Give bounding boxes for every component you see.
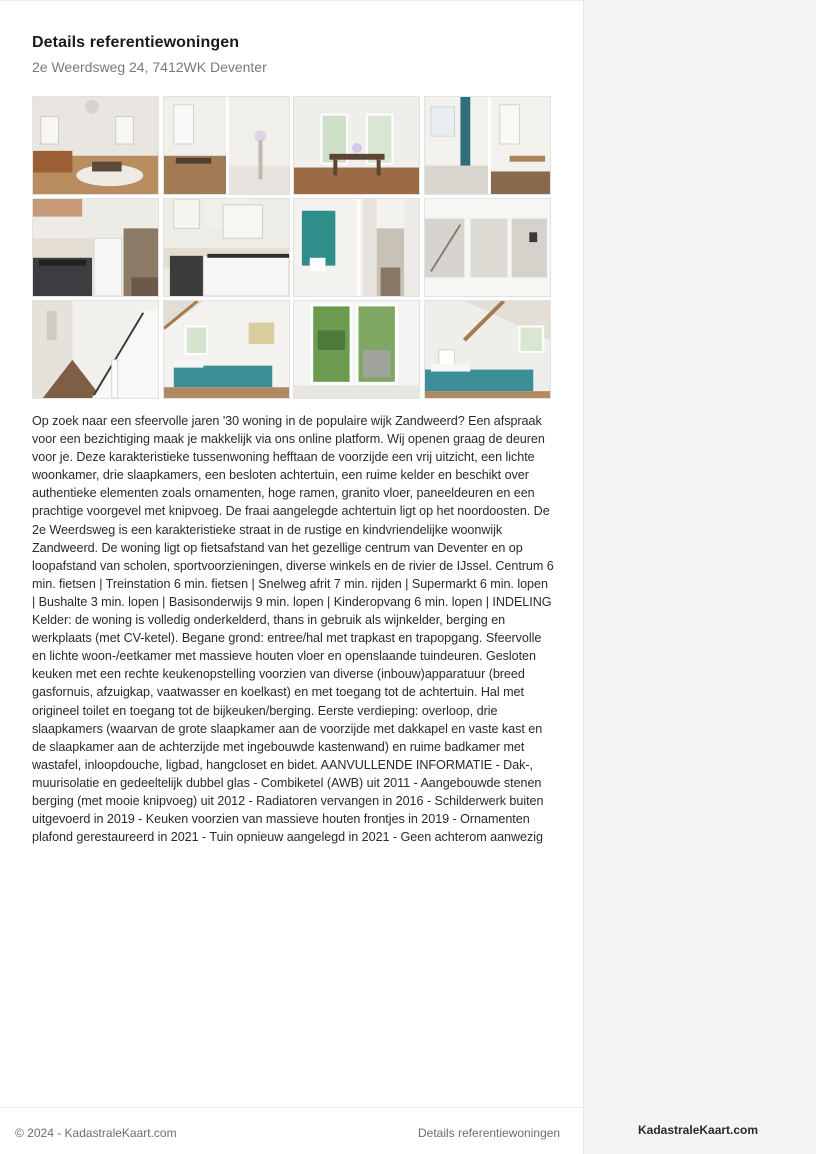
photo-raam-uitzicht[interactable] xyxy=(293,300,420,399)
photo-hal-trap[interactable] xyxy=(32,300,159,399)
footer-brand[interactable]: KadastraleKaart.com xyxy=(638,1123,759,1137)
page-title: Details referentiewoningen xyxy=(32,34,240,51)
right-sidebar xyxy=(583,0,816,1154)
footer-copyright: © 2024 - KadastraleKaart.com xyxy=(15,1126,177,1140)
photo-trap[interactable] xyxy=(424,198,551,297)
photo-keuken-fornuis[interactable] xyxy=(163,198,290,297)
photo-woonkamer[interactable] xyxy=(32,96,159,195)
photo-slaapkamer-dakkapel[interactable] xyxy=(424,300,551,399)
photo-slaapkamer[interactable] xyxy=(163,300,290,399)
address-subtitle: 2e Weerdsweg 24, 7412WK Deventer xyxy=(32,59,267,75)
footer xyxy=(0,1107,583,1154)
photo-keuken[interactable] xyxy=(32,198,159,297)
photo-eetkamer[interactable] xyxy=(163,96,290,195)
photo-hal-toilet[interactable] xyxy=(293,198,420,297)
property-description: Op zoek naar een sfeervolle jaren '30 woning in de populaire wijk Zandweerd? Een afspraak voor een bezichtiging maak je makkelijk via ons online platform. Wij openen graag de deuren voor je. Deze karakteristieke tussenwoning hefftaan de voorzijde een vrij uitzicht, een lichte woonkamer, drie slaapkamers, een besloten achtertuin, een ruime kelder en beschikt over authentieke elementen zoals ornamenten, hoge ramen, granito vloer, paneeldeuren en een prachtige voorgevel met knipvoeg. De fraai aangelegde achtertuin ligt op het noordoosten. De 2e Weerdsweg is een karakteristieke straat in de rustige en kindvriendelijke woonwijk Zandweerd. De woning ligt op fietsafstand van het gezellige centrum van Deventer en op loopafstand van scholen, sportvoorzieningen, diverse winkels en de rivier de IJssel. Centrum 6 min. fietsen | Treinstation 6 min. fietsen | Snelweg afrit 7 min. rijden | Supermarkt 6 min. lopen | Bushalte 3 min. lopen | Basisonderwijs 9 min. lopen | Kinderopvang 6 min. lopen | INDELING Kelder: de woning is volledig onderkelderd, thans in gebruik als wijnkelder, berging en werkplaats (met CV-ketel). Begane grond: entree/hal met trapkast en trapopgang. Sfeervolle en lichte woon-/eetkamer met massieve houten vloer en openslaande tuindeuren. Gesloten keuken met een rechte keukenopstelling voorzien van diverse (inbouw)apparatuur (breed gasfornuis, afzuigkap, vaatwasser en koelkast) en met toegang tot de achtertuin. Hal met origineel toilet en toegang tot de bijkeuken/berging. Eerste verdieping: overloop, drie slaapkamers (waarvan de grote slaapkamer aan de voorzijde met dakkapel en vaste kast en de slaapkamer aan de achterzijde met ingebouwde kastenwand) en ruime badkamer met wastafel, inloopdouche, ligbad, hangcloset en bidet. AANVULLENDE INFORMATIE - Dak-, muurisolatie en gedeeltelijk dubbel glas - Combiketel (AWB) uit 2011 - Aangebouwde stenen berging (met mooie knipvoeg) uit 2012 - Radiatoren vervangen in 2016 - Schilderwerk buiten uitgevoerd in 2019 - Keuken voorzien van massieve houten frontjes in 2019 - Ornamenten plafond gerestaureerd in 2021 - Tuin opnieuw aangelegd in 2021 - Geen achterom aanwezig xyxy=(32,414,554,845)
photo-eetkamer-keuken[interactable] xyxy=(424,96,551,195)
footer-section-title: Details referentiewoningen xyxy=(418,1126,561,1140)
photo-eetkamer-tuindeuren[interactable] xyxy=(293,96,420,195)
photo-grid xyxy=(32,96,551,399)
